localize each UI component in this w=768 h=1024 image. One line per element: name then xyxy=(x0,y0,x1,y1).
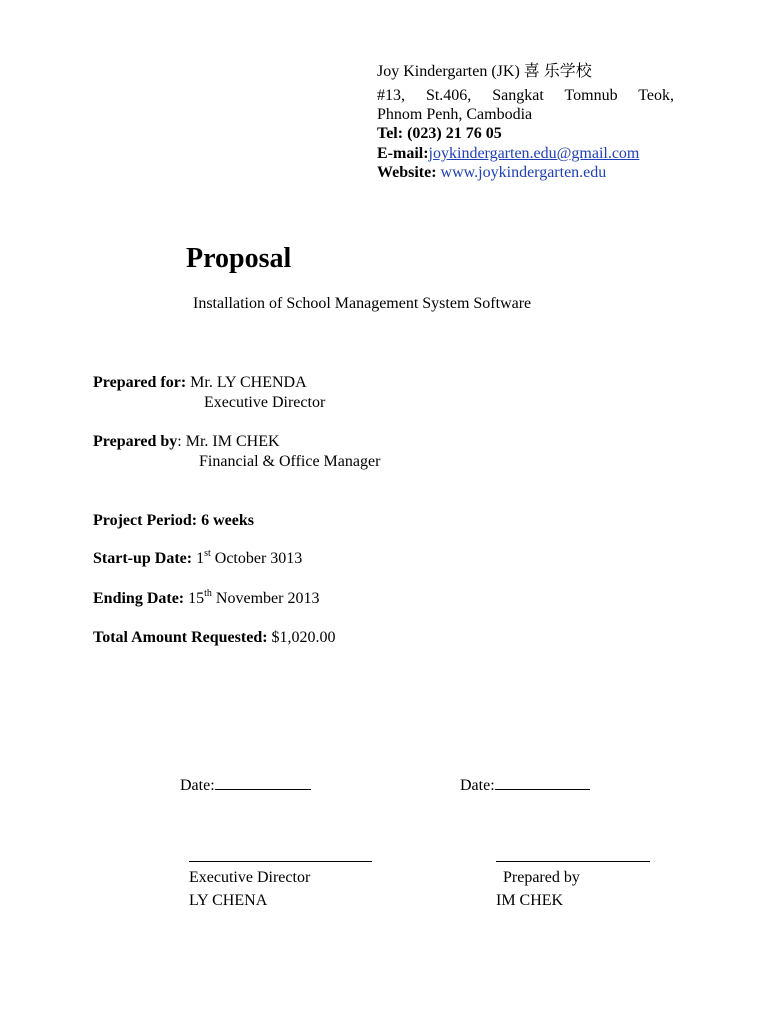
start-date-label: Start-up Date: xyxy=(93,550,193,567)
address-line-1: #13, St.406, Sangkat Tomnub Teok, xyxy=(377,87,674,104)
project-period-text: Project Period: 6 weeks xyxy=(93,512,254,529)
start-date-suffix: st xyxy=(204,547,211,559)
project-period xyxy=(93,511,254,531)
ending-date-row xyxy=(93,589,319,609)
email-row xyxy=(377,144,639,163)
prepared-for-label: Prepared for: xyxy=(93,374,187,391)
total-amount-value: $1,020.00 xyxy=(271,629,336,646)
signer-name-left: LY CHENA xyxy=(189,892,268,909)
org-name: Joy Kindergarten (JK) 喜 乐学校 xyxy=(377,63,592,80)
total-amount-row xyxy=(93,628,336,648)
prepared-for-row xyxy=(93,373,307,393)
date-blank-left[interactable] xyxy=(215,775,311,790)
ending-date-day: 15 xyxy=(188,590,205,607)
address xyxy=(377,86,674,124)
ending-date-rest: November 2013 xyxy=(215,590,320,607)
start-date-day: 1 xyxy=(196,550,205,567)
prepared-by-role: Financial & Office Manager xyxy=(199,453,381,470)
signature-line-left[interactable] xyxy=(189,861,372,862)
total-amount-label: Total Amount Requested: xyxy=(93,629,268,646)
signature-line-right[interactable] xyxy=(496,861,650,862)
prepared-for-role: Executive Director xyxy=(204,394,326,411)
prepared-by-row xyxy=(93,432,280,452)
prepared-for-name: Mr. LY CHENDA xyxy=(190,374,307,391)
prepared-by-name: : Mr. IM CHEK xyxy=(177,433,280,450)
address-line-2: Phnom Penh, Cambodia xyxy=(377,106,533,123)
date-blank-right[interactable] xyxy=(495,775,590,790)
page-title: Proposal xyxy=(186,243,292,274)
prepared-by-label: Prepared by xyxy=(93,433,178,450)
website-label: Website: xyxy=(377,164,437,181)
date-label-right: Date: xyxy=(460,777,495,794)
ending-date-label: Ending Date: xyxy=(93,590,185,607)
email-label: E-mail: xyxy=(377,145,429,162)
website-row xyxy=(377,163,606,182)
start-date-row xyxy=(93,549,302,569)
start-date-rest: October 3013 xyxy=(214,550,303,567)
website-link[interactable]: www.joykindergarten.edu xyxy=(440,164,607,181)
page-subtitle: Installation of School Management System Software xyxy=(193,295,532,312)
signer-title-left: Executive Director xyxy=(189,869,311,886)
date-field-left xyxy=(180,775,311,796)
signer-name-right: IM CHEK xyxy=(496,892,564,909)
date-field-right xyxy=(460,775,590,796)
date-label-left: Date: xyxy=(180,777,215,794)
ending-date-suffix: th xyxy=(204,587,212,599)
telephone: Tel: (023) 21 76 05 xyxy=(377,125,502,142)
email-link[interactable]: joykindergarten.edu@gmail.com xyxy=(428,145,640,162)
signer-title-right: Prepared by xyxy=(503,869,580,886)
